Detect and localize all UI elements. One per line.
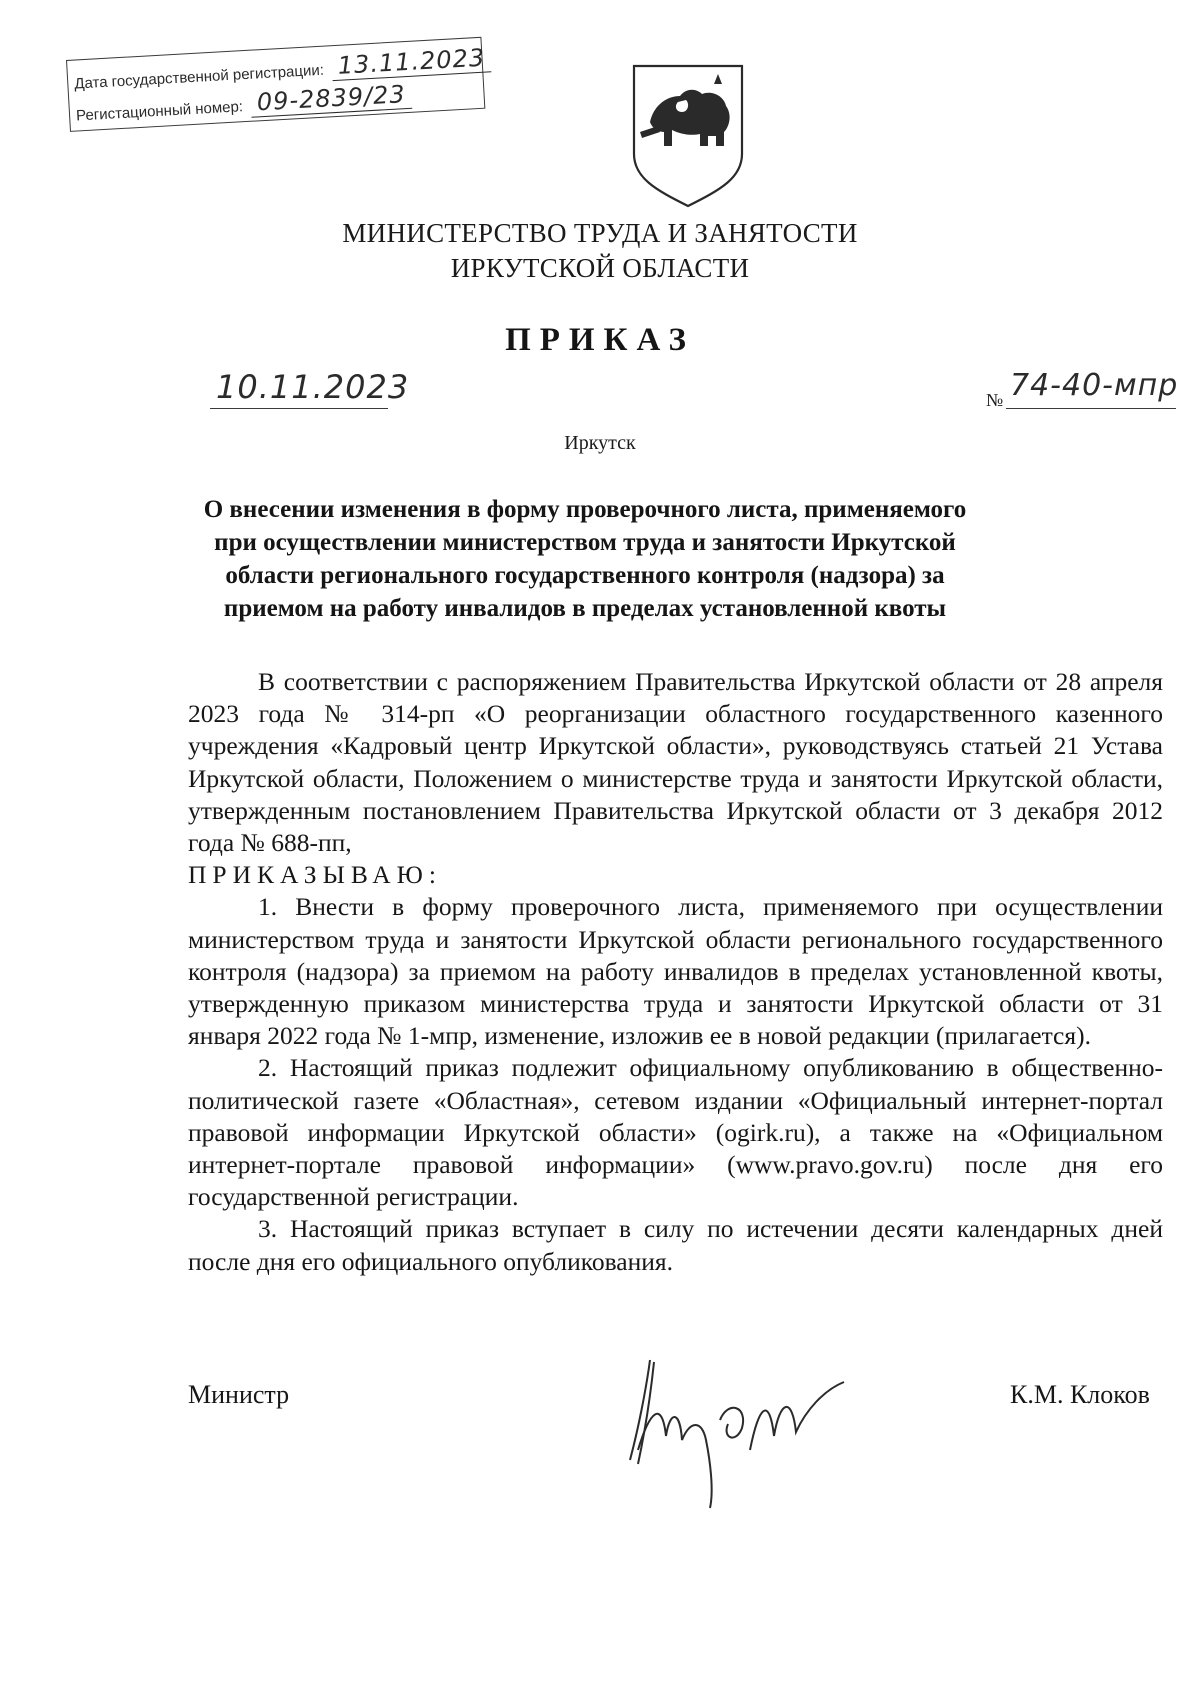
registration-stamp <box>66 37 485 132</box>
item-2-paragraph: 2. Настоящий приказ подлежит официальному опубликованию в общественно-политической газете «Областная», сетевом издании «Официальный интернет-портал правовой информации Иркутской области» (ogirk.ru), а также на «Официальном интернет-портале правовой информации» (www.pravo.gov.ru) после дня его государственной регистрации. <box>188 1053 1163 1212</box>
signatory-role: Министр <box>188 1380 290 1409</box>
preamble-paragraph: В соответствии с распоряжением Правительства Иркутской области от 28 апреля 2023 года № 314-рп «О реорганизации областного государственного казенного учреждения «Кадровый центр Иркутской области», руководствуясь статьей 21 Устава Иркутской области, Положением о министерстве труда и занятости Иркутской области, утвержденным постановлением Правительства Иркутской области от 3 декабря 2012 года № 688-пп, <box>188 667 1163 858</box>
item-3-paragraph: 3. Настоящий приказ вступает в силу по истечении десяти календарных дней после дня его официального опубликования. <box>188 1214 1163 1276</box>
order-word: ПРИКАЗЫВАЮ: <box>188 860 442 890</box>
ministry-name-line2: ИРКУТСКОЙ ОБЛАСТИ <box>450 253 750 283</box>
registration-date-label: Дата государственной регистрации: <box>73 61 325 93</box>
order-body <box>188 666 1163 1278</box>
order-number-prefix: № <box>986 390 1004 410</box>
registration-date-value: 13.11.2023 <box>331 43 492 81</box>
registration-number-label: Регистационный номер: <box>75 98 244 125</box>
order-date-underline <box>210 408 388 409</box>
handwritten-signature <box>610 1340 870 1510</box>
item-1-paragraph: 1. Внести в форму проверочного листа, применяемого при осуществлении министерством труда и занятости Иркутской области регионального государственного контроля (надзора) за приемом на работу инвалидов в пределах установленной квоты, утвержденную приказом министерства труда и занятости Иркутской области от 31 января 2022 года № 1-мпр, изменение, изложив ее в новой редакции (прилагается). <box>188 892 1163 1051</box>
order-number: 74-40-мпр <box>1010 368 1179 403</box>
order-date: 10.11.2023 <box>216 368 410 406</box>
registration-number-value: 09-2839/23 <box>250 80 412 118</box>
signatory-name: К.М. Клоков <box>1010 1380 1150 1409</box>
order-subject: О внесении изменения в форму проверочного листа, применяемого при осуществлении министерством труда и занятости Иркутской области регионального государственного контроля (надзора) за приемом на работу инвалидов в пределах установленной квоты <box>203 496 967 622</box>
ministry-name-line1: МИНИСТЕРСТВО ТРУДА И ЗАНЯТОСТИ <box>342 218 858 248</box>
order-title: ПРИКАЗ <box>505 322 695 358</box>
coat-of-arms-icon <box>628 62 748 210</box>
city: Иркутск <box>564 432 636 454</box>
order-number-underline <box>1006 408 1176 409</box>
